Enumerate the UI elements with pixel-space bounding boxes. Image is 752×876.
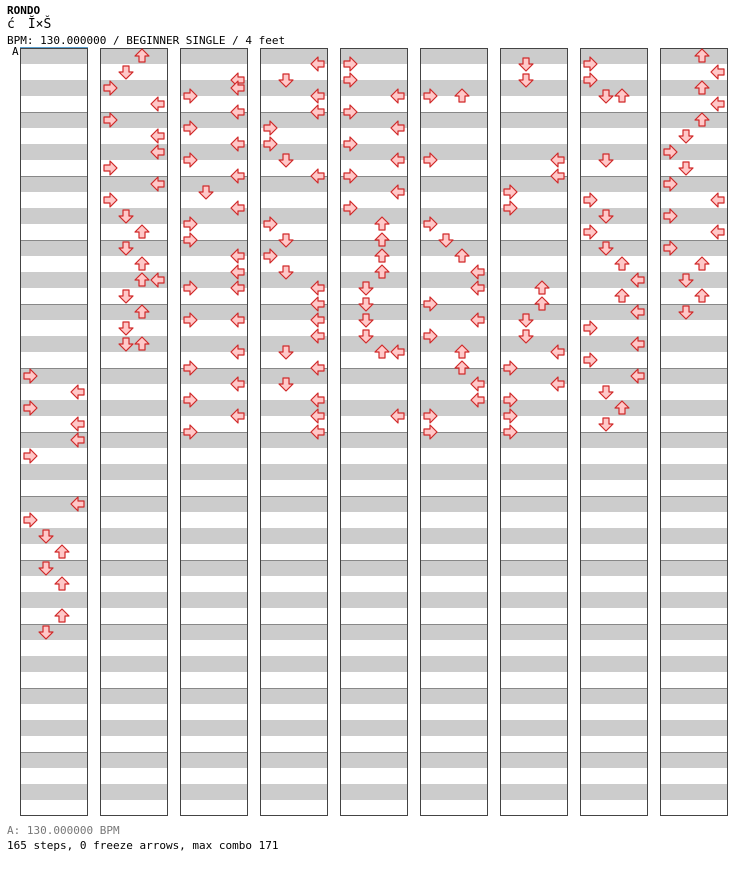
song-title: RONDO xyxy=(7,4,41,17)
beat-stripe xyxy=(500,592,568,608)
beat-stripe xyxy=(500,112,568,128)
beat-stripe xyxy=(500,240,568,256)
beat-stripe xyxy=(340,272,408,288)
beat-stripe xyxy=(100,432,168,448)
beat-stripe xyxy=(260,496,328,512)
beat-stripe xyxy=(420,624,488,640)
beat-stripe xyxy=(100,656,168,672)
bpm-marker-label: A xyxy=(12,45,19,58)
beat-stripe xyxy=(340,656,408,672)
beat-stripe xyxy=(180,528,248,544)
beat-stripe xyxy=(180,592,248,608)
beat-stripe xyxy=(660,624,728,640)
beat-stripe xyxy=(180,560,248,576)
beat-stripe xyxy=(180,464,248,480)
beat-stripe xyxy=(500,528,568,544)
beat-stripe xyxy=(500,688,568,704)
beat-stripe xyxy=(260,688,328,704)
beat-stripe xyxy=(580,432,648,448)
beat-stripe xyxy=(20,112,88,128)
beat-stripe xyxy=(180,720,248,736)
beat-stripe xyxy=(340,560,408,576)
beat-stripe xyxy=(340,368,408,384)
beat-stripe xyxy=(100,752,168,768)
beat-stripe xyxy=(580,592,648,608)
beat-stripe xyxy=(100,304,168,320)
bpm-legend: A: 130.000000 BPM xyxy=(7,824,120,837)
beat-stripe xyxy=(660,336,728,352)
beat-stripe xyxy=(580,176,648,192)
beat-stripe xyxy=(420,496,488,512)
beat-stripe xyxy=(660,656,728,672)
beat-stripe xyxy=(20,336,88,352)
beat-stripe xyxy=(20,240,88,256)
beat-stripe xyxy=(340,464,408,480)
beat-stripe xyxy=(100,720,168,736)
beat-stripe xyxy=(580,688,648,704)
beat-stripe xyxy=(100,688,168,704)
beat-stripe xyxy=(260,720,328,736)
beat-stripe xyxy=(340,592,408,608)
song-subtitle: ć Ĭ×Š xyxy=(7,17,52,32)
bpm-change-line xyxy=(20,47,88,48)
chart-info: BPM: 130.000000 / BEGINNER SINGLE / 4 feet xyxy=(7,34,286,47)
beat-stripe xyxy=(20,464,88,480)
beat-stripe xyxy=(500,48,568,64)
beat-stripe xyxy=(100,208,168,224)
beat-stripe xyxy=(420,528,488,544)
beat-stripe xyxy=(260,624,328,640)
beat-stripe xyxy=(180,656,248,672)
beat-stripe xyxy=(420,240,488,256)
beat-stripe xyxy=(180,624,248,640)
beat-stripe xyxy=(180,688,248,704)
beat-stripe xyxy=(500,80,568,96)
beat-stripe xyxy=(580,240,648,256)
beat-stripe xyxy=(260,528,328,544)
beat-stripe xyxy=(340,528,408,544)
beat-stripe xyxy=(20,528,88,544)
beat-stripe xyxy=(420,48,488,64)
beat-stripe xyxy=(660,432,728,448)
beat-stripe xyxy=(660,400,728,416)
beat-stripe xyxy=(420,592,488,608)
beat-stripe xyxy=(20,176,88,192)
beat-stripe xyxy=(20,784,88,800)
step-stats: 165 steps, 0 freeze arrows, max combo 171 xyxy=(7,839,279,852)
beat-stripe xyxy=(660,720,728,736)
beat-stripe xyxy=(20,688,88,704)
beat-stripe xyxy=(340,304,408,320)
beat-stripe xyxy=(500,304,568,320)
beat-stripe xyxy=(20,208,88,224)
beat-stripe xyxy=(100,624,168,640)
beat-stripe xyxy=(260,752,328,768)
beat-stripe xyxy=(500,656,568,672)
beat-stripe xyxy=(580,112,648,128)
beat-stripe xyxy=(100,528,168,544)
beat-stripe xyxy=(580,528,648,544)
beat-stripe xyxy=(100,368,168,384)
beat-stripe xyxy=(500,272,568,288)
beat-stripe xyxy=(20,48,88,64)
beat-stripe xyxy=(340,496,408,512)
beat-stripe xyxy=(580,400,648,416)
beat-stripe xyxy=(100,464,168,480)
beat-stripe xyxy=(20,752,88,768)
beat-stripe xyxy=(660,368,728,384)
beat-stripe xyxy=(100,496,168,512)
beat-stripe xyxy=(260,464,328,480)
beat-stripe xyxy=(500,784,568,800)
beat-stripe xyxy=(420,176,488,192)
beat-stripe xyxy=(20,144,88,160)
beat-stripe xyxy=(340,624,408,640)
beat-stripe xyxy=(580,560,648,576)
beat-stripe xyxy=(20,272,88,288)
beat-stripe xyxy=(580,624,648,640)
beat-stripe xyxy=(420,112,488,128)
beat-stripe xyxy=(100,48,168,64)
beat-stripe xyxy=(660,48,728,64)
beat-stripe xyxy=(260,784,328,800)
beat-stripe xyxy=(20,656,88,672)
beat-stripe xyxy=(340,240,408,256)
beat-stripe xyxy=(660,112,728,128)
beat-stripe xyxy=(260,656,328,672)
beat-stripe xyxy=(340,784,408,800)
beat-stripe xyxy=(500,624,568,640)
beat-stripe xyxy=(660,688,728,704)
beat-stripe xyxy=(180,784,248,800)
beat-stripe xyxy=(100,784,168,800)
beat-stripe xyxy=(420,752,488,768)
beat-stripe xyxy=(500,560,568,576)
beat-stripe xyxy=(20,592,88,608)
beat-stripe xyxy=(660,464,728,480)
beat-stripe xyxy=(660,752,728,768)
beat-stripe xyxy=(500,496,568,512)
beat-stripe xyxy=(20,624,88,640)
beat-stripe xyxy=(500,720,568,736)
beat-stripe xyxy=(340,752,408,768)
beat-stripe xyxy=(100,240,168,256)
beat-stripe xyxy=(420,688,488,704)
beat-stripe xyxy=(180,752,248,768)
beat-stripe xyxy=(420,560,488,576)
beat-stripe xyxy=(580,752,648,768)
beat-stripe xyxy=(260,560,328,576)
beat-stripe xyxy=(660,528,728,544)
beat-stripe xyxy=(500,752,568,768)
beat-stripe xyxy=(660,80,728,96)
beat-stripe xyxy=(100,560,168,576)
beat-stripe xyxy=(660,272,728,288)
beat-stripe xyxy=(580,720,648,736)
beat-stripe xyxy=(340,432,408,448)
beat-stripe xyxy=(500,464,568,480)
beat-stripe xyxy=(180,48,248,64)
beat-stripe xyxy=(580,496,648,512)
beat-stripe xyxy=(660,592,728,608)
beat-stripe xyxy=(20,560,88,576)
beat-stripe xyxy=(100,592,168,608)
beat-stripe xyxy=(420,656,488,672)
beat-stripe xyxy=(100,400,168,416)
beat-stripe xyxy=(580,656,648,672)
beat-stripe xyxy=(660,304,728,320)
beat-stripe xyxy=(100,336,168,352)
beat-stripe xyxy=(580,784,648,800)
beat-stripe xyxy=(340,688,408,704)
beat-stripe xyxy=(660,496,728,512)
beat-stripe xyxy=(580,144,648,160)
beat-stripe xyxy=(20,304,88,320)
beat-stripe xyxy=(180,496,248,512)
beat-stripe xyxy=(20,80,88,96)
beat-stripe xyxy=(660,784,728,800)
beat-stripe xyxy=(260,592,328,608)
beat-stripe xyxy=(20,720,88,736)
beat-stripe xyxy=(580,464,648,480)
beat-stripe xyxy=(340,720,408,736)
beat-stripe xyxy=(660,560,728,576)
beat-stripe xyxy=(420,720,488,736)
beat-stripe xyxy=(420,464,488,480)
beat-stripe xyxy=(580,208,648,224)
beat-stripe xyxy=(420,784,488,800)
